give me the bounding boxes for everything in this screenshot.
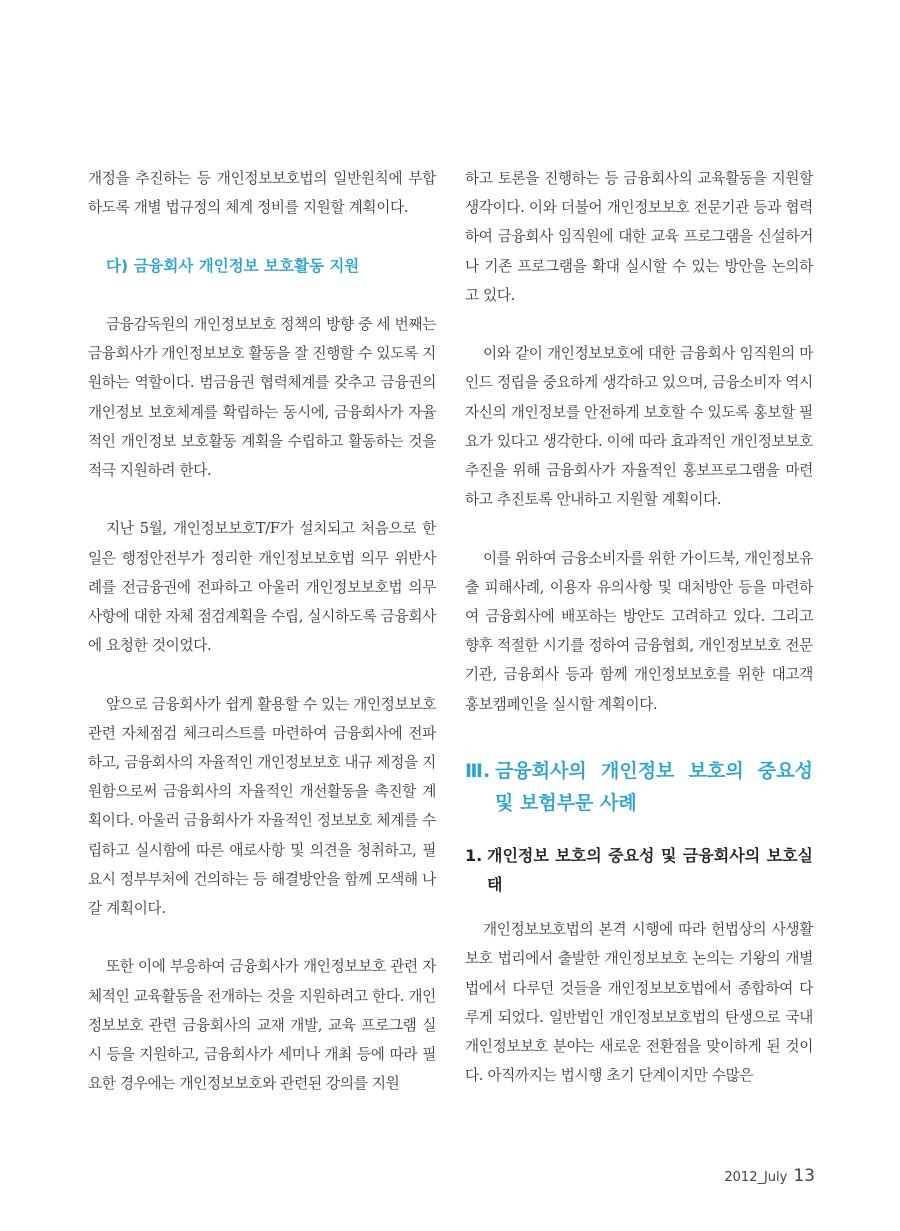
left-paragraph-4: 또한 이에 부응하여 금융회사가 개인정보보호 관련 자체적인 교육활동을 전개하는 것을 지원하려고 한다. 개인정보보호 관련 금융회사의 교재 개발, 교육 프로그램 실시 등을 지원하고, 금융회사가 세미나 개최 등에 따라 필요한 경우에는 개인정보보호와 관련된 강의를 지원 xyxy=(88,958,436,1093)
left-paragraph-3: 앞으로 금융회사가 쉽게 활용할 수 있는 개인정보보호 관련 자체점검 체크리스트를 마련하여 금융회사에 전파하고, 금융회사의 자율적인 개인정보보호 내규 제정을 지원함으로써 금융회사의 자율적인 개선활동을 촉진할 계획이다. 아울러 금융회사가 자율적인 정보보호 체계를 수립하고 실시함에 따른 애로사항 및 의견을 청취하고, 필요시 정부부처에 건의하는 등 해결방안을 함께 모색해 나갈 계획이다. xyxy=(88,695,436,918)
section-heading xyxy=(465,755,813,819)
subsection-title xyxy=(465,841,813,899)
left-paragraph-0: 개정을 추진하는 등 개인정보보호법의 일반원칙에 부합하도록 개별 법규정의 체계 정비를 지원할 계획이다. xyxy=(88,170,436,217)
issue-label: 2012_July xyxy=(724,1170,788,1185)
right-paragraph-0: 하고 토론을 진행하는 등 금융회사의 교육활동을 지원할 생각이다. 이와 더불어 개인정보보호 전문기관 등과 협력하여 금융회사 임직원에 대한 교육 프로그램을 신설하거나 기존 프로그램을 확대 실시할 수 있는 방안을 논의하고 있다. xyxy=(465,170,813,304)
left-paragraph-2: 지난 5월, 개인정보보호T/F가 설치되고 처음으로 한 일은 행정안전부가 정리한 개인정보보호법 의무 위반사례를 전금융권에 전파하고 아울러 개인정보보호법 의무사항에 대한 자체 점검계획을 수립, 실시하도록 금융회사에 요청한 것이었다. xyxy=(88,520,436,655)
left-column xyxy=(88,164,436,1098)
page-number: 13 xyxy=(793,1166,815,1186)
right-paragraph-2: 이를 위하여 금융소비자를 위한 가이드북, 개인정보유출 피해사례, 이용자 유의사항 및 대처방안 등을 마련하여 금융회사에 배포하는 방안도 고려하고 있다. 그리고 향후 적절한 시기를 정하여 금융협회, 개인정보보호 전문기관, 금융회사 등과 함께 개인정보보호를 위한 대고객 홍보캠페인을 실시할 계획이다. xyxy=(465,549,813,713)
subsection-number: 1. xyxy=(465,845,483,865)
right-column xyxy=(465,164,813,1090)
right-paragraph-3: 개인정보보호법의 본격 시행에 따라 헌법상의 사생활보호 법리에서 출발한 개인정보보호 논의는 기왕의 개별법에서 다루던 것들을 개인정보보호법에서 종합하여 다루게 되었다. 일반법인 개인정보보호법의 탄생으로 국내 개인정보보호 분야는 새로운 전환점을 맞이하게 된 것이다. 아직까지는 법시행 초기 단계이지만 수많은 xyxy=(465,921,813,1085)
section-number: Ⅲ. xyxy=(465,759,491,782)
subsection-title-text: 개인정보 보호의 중요성 및 금융회사의 보호실태 xyxy=(487,845,813,895)
page-footer xyxy=(724,1166,815,1186)
subsection-heading: 다) 금융회사 개인정보 보호활동 지원 xyxy=(106,256,360,275)
left-paragraph-1: 금융감독원의 개인정보보호 정책의 방향 중 세 번째는 금융회사가 개인정보보호 활동을 잘 진행할 수 있도록 지원하는 역할이다. 범금융권 협력체계를 갖추고 금융권의 개인정보 보호체계를 확립하는 동시에, 금융회사가 자율적인 개인정보 보호활동 계획을 수립하고 활동하는 것을 적극 지원하려 한다. xyxy=(88,315,436,479)
right-paragraph-1: 이와 같이 개인정보보호에 대한 금융회사 임직원의 마인드 정립을 중요하게 생각하고 있으며, 금융소비자 역시 자신의 개인정보를 안전하게 보호할 수 있도록 홍보할 필요가 있다고 생각한다. 이에 따라 효과적인 개인정보보호 추진을 위해 금융회사가 자율적인 홍보프로그램을 마련하고 추진토록 안내하고 지원할 계획이다. xyxy=(465,345,813,509)
section-title-text: 금융회사의 개인정보 보호의 중요성 및 보험부문 사례 xyxy=(495,759,813,814)
